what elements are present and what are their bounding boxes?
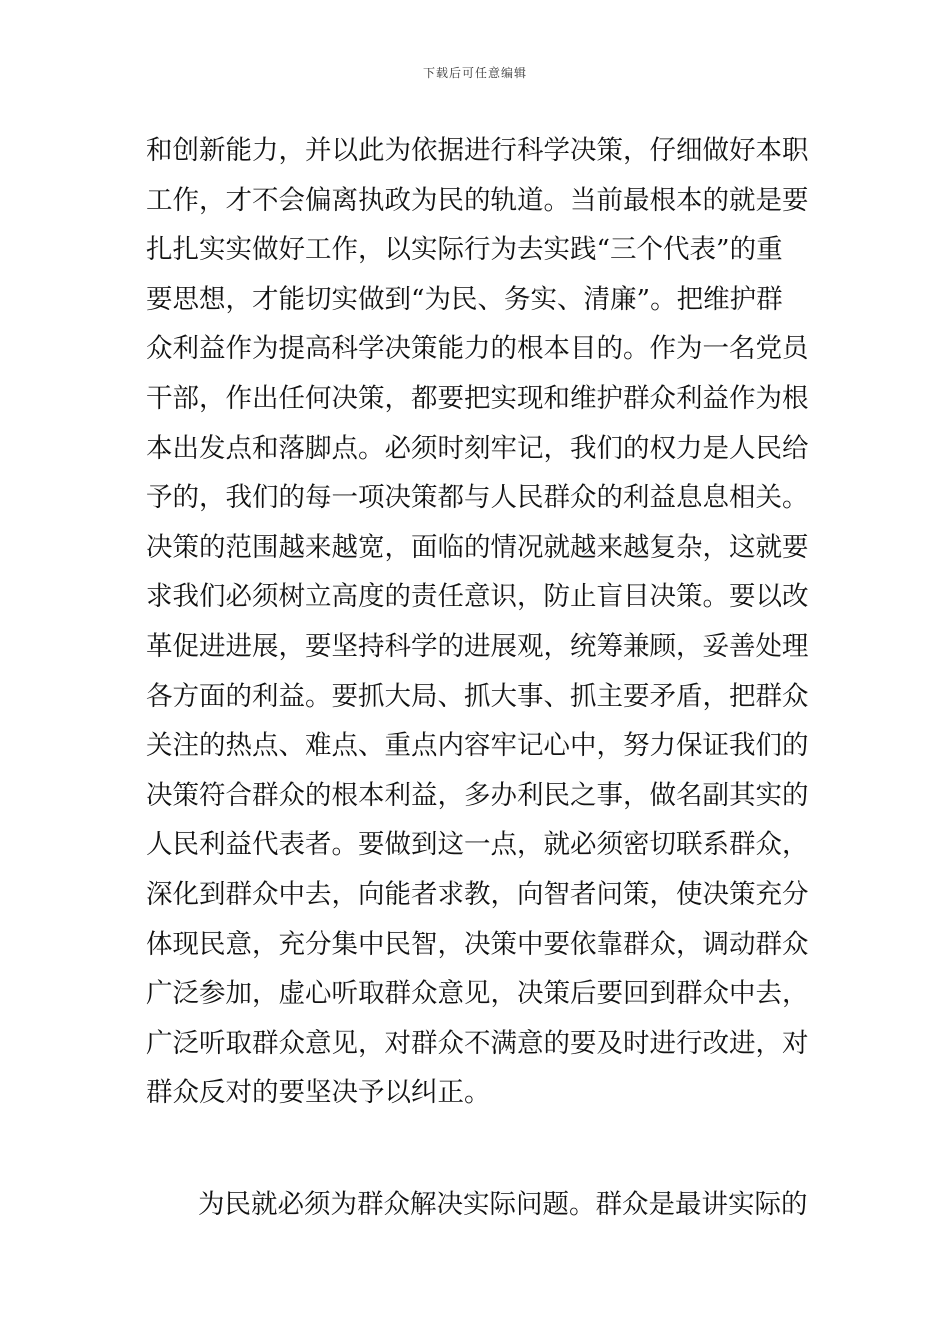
text-line: 群众反对的要坚决予以纠正。 xyxy=(146,1077,491,1109)
text-line: 扎扎实实做好工作，以实际行为去实践“三个代表”的重 xyxy=(146,234,783,266)
text-line: 工作，才不会偏离执政为民的轨道。当前最根本的就是要 xyxy=(146,184,808,216)
paragraph-spacer xyxy=(146,1118,808,1180)
text-line: 革促进进展，要坚持科学的进展观，统筹兼顾，妥善处理 xyxy=(146,630,808,662)
text-line: 决策符合群众的根本利益，多办利民之事，做名副其实的 xyxy=(146,779,808,811)
text-line: 本出发点和落脚点。必须时刻牢记，我们的权力是人民给 xyxy=(146,432,808,464)
text-line: 关注的热点、难点、重点内容牢记心中，努力保证我们的 xyxy=(146,730,808,762)
page-header-note: 下载后可任意编辑 xyxy=(422,66,527,80)
text-line: 要思想，才能切实做到“为民、务实、清廉”。把维护群 xyxy=(146,283,783,315)
paragraph-1 xyxy=(146,126,808,1118)
text-line: 各方面的利益。要抓大局、抓大事、抓主要矛盾，把群众 xyxy=(146,680,808,712)
text-line: 求我们必须树立高度的责任意识，防止盲目决策。要以改 xyxy=(146,581,808,613)
text-line: 体现民意，充分集中民智，决策中要依靠群众，调动群众 xyxy=(146,928,808,960)
text-line: 广泛参加，虚心听取群众意见，决策后要回到群众中去， xyxy=(146,978,808,1010)
text-line: 予的，我们的每一项决策都与人民群众的利益息息相关。 xyxy=(146,482,808,514)
text-line: 深化到群众中去，向能者求教，向智者问策，使决策充分 xyxy=(146,878,808,910)
text-line: 为民就必须为群众解决实际问题。群众是最讲实际的 xyxy=(198,1188,808,1220)
text-line: 众利益作为提高科学决策能力的根本目的。作为一名党员 xyxy=(146,333,808,365)
paragraph-2 xyxy=(146,1180,808,1230)
text-line: 人民利益代表者。要做到这一点，就必须密切联系群众， xyxy=(146,829,808,861)
text-line: 和创新能力，并以此为依据进行科学决策，仔细做好本职 xyxy=(146,135,808,166)
text-line: 广泛听取群众意见，对群众不满意的要及时进行改进，对 xyxy=(146,1027,808,1059)
text-line: 干部，作出任何决策，都要把实现和维护群众利益作为根 xyxy=(146,382,808,414)
document-body xyxy=(146,126,808,1229)
text-line: 决策的范围越来越宽，面临的情况就越来越复杂，这就要 xyxy=(146,531,808,563)
